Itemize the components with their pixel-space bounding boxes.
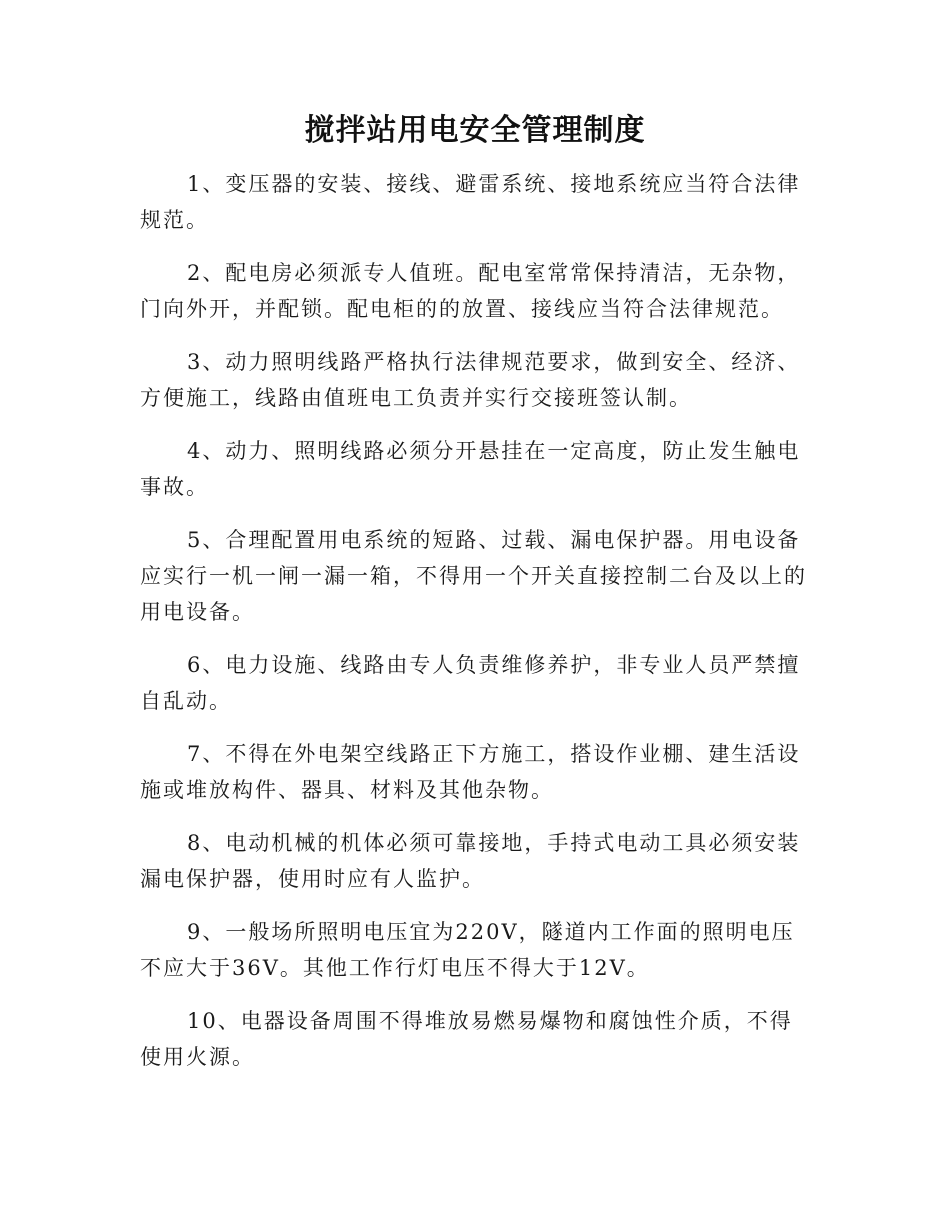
paragraph-7: 7、不得在外电架空线路正下方施工，搭设作业棚、建生活设施或堆放构件、器具、材料及其他杂物。 (140, 742, 801, 802)
paragraph-8: 8、电动机械的机体必须可靠接地，手持式电动工具必须安装漏电保护器，使用时应有人监护。 (140, 831, 801, 891)
paragraph-9: 9、一般场所照明电压宜为220V，隧道内工作面的照明电压不应大于36V。其他工作行灯电压不得大于12V。 (140, 920, 795, 980)
document-title: 搅拌站用电安全管理制度 (304, 113, 646, 148)
paragraph-10: 10、电器设备周围不得堆放易燃易爆物和腐蚀性介质，不得使用火源。 (140, 1009, 793, 1069)
paragraph-6: 6、电力设施、线路由专人负责维修养护，非专业人员严禁擅自乱动。 (140, 653, 801, 713)
paragraph-4: 4、动力、照明线路必须分开悬挂在一定高度，防止发生触电事故。 (140, 439, 801, 499)
paragraph-1: 1、变压器的安装、接线、避雷系统、接地系统应当符合法律规范。 (140, 172, 801, 232)
paragraph-5: 5、合理配置用电系统的短路、过载、漏电保护器。用电设备应实行一机一闸一漏一箱，不得用一个开关直接控制二台及以上的用电设备。 (140, 528, 807, 624)
paragraph-2: 2、配电房必须派专人值班。配电室常常保持清洁，无杂物，门向外开，并配锁。配电柜的的放置、接线应当符合法律规范。 (140, 261, 801, 321)
document-body (140, 166, 812, 1092)
paragraph-3: 3、动力照明线路严格执行法律规范要求，做到安全、经济、方便施工，线路由值班电工负责并实行交接班签认制。 (140, 350, 801, 410)
